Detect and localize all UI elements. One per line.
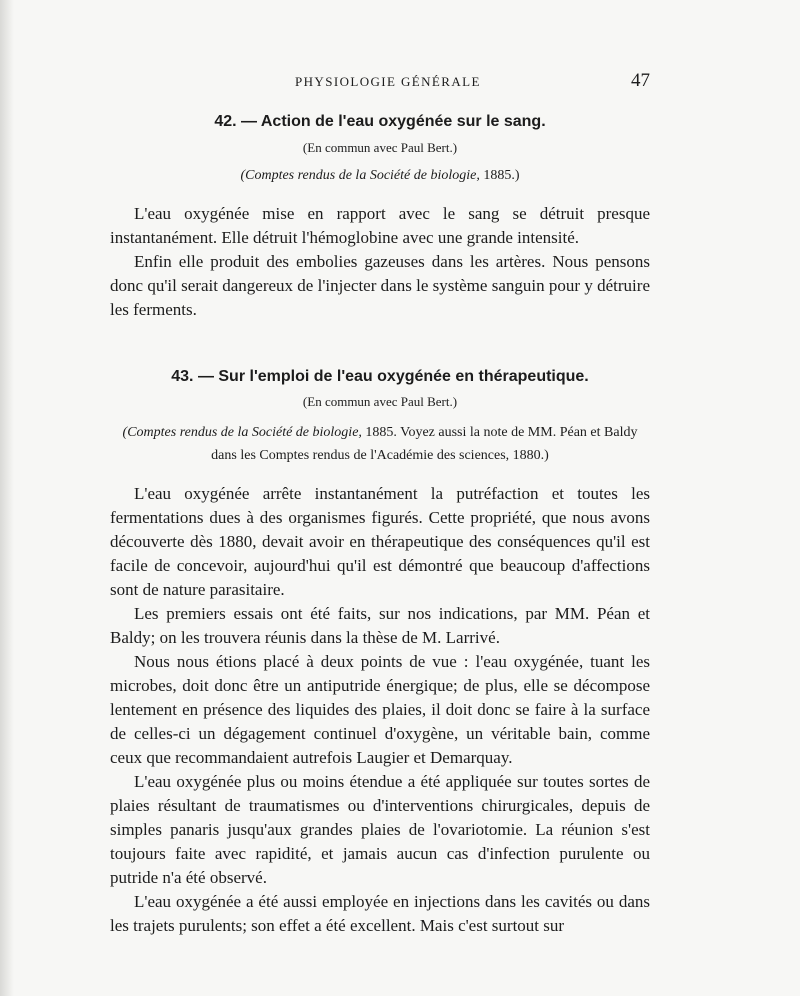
page-shadow-edge xyxy=(0,0,14,996)
section-42-reference xyxy=(110,164,650,187)
section-43-reference-line-1 xyxy=(110,421,650,444)
section-43-reference-journal: (Comptes rendus de la Société de biologie, xyxy=(122,425,362,440)
section-42-title: 42. — Action de l'eau oxygénée sur le sang. xyxy=(214,113,546,130)
paragraph: Les premiers essais ont été faits, sur nos indications, par MM. Péan et Baldy; on les trouvera réunis dans la thèse de M. Larrivé. xyxy=(110,604,650,647)
paragraph: Enfin elle produit des embolies gazeuses dans les artères. Nous pensons donc qu'il serait dangereux de l'injecter dans le système sanguin pour y détruire les ferments. xyxy=(110,252,650,319)
paragraph: L'eau oxygénée plus ou moins étendue a été appliquée sur toutes sortes de plaies résultant de traumatismes ou d'interventions chirurgicales, depuis de simples panaris jusqu'aux grandes plaies de l'ovariotomie. La réunion s'est toujours faite avec rapidité, et jamais aucun cas d'infection purulente ou putride n'a été observé. xyxy=(110,772,650,887)
section-43-reference xyxy=(110,421,650,467)
paragraph: L'eau oxygénée a été aussi employée en injections dans les cavités ou dans les trajets purulents; son effet a été excellent. Mais c'est surtout sur xyxy=(110,892,650,935)
running-header xyxy=(110,72,650,94)
section-43-body xyxy=(110,482,650,938)
paragraph: L'eau oxygénée arrête instantanément la putréfaction et toutes les fermentations dues à des organismes figurés. Cette propriété, que nous avons découverte dès 1880, devait avoir en thérapeutique des conséquences qu'il est facile de concevoir, aujourd'hui qu'il est démontré que beaucoup d'affections sont de nature parasitaire. xyxy=(110,484,650,599)
section-42-reference-year: 1885.) xyxy=(479,168,520,183)
section-42-reference-journal: (Comptes rendus de la Société de biologie, xyxy=(240,168,480,183)
section-42-body xyxy=(110,202,650,322)
paragraph: L'eau oxygénée mise en rapport avec le sang se détruit presque instantanément. Elle détruit l'hémoglobine avec une grande intensité. xyxy=(110,204,650,247)
section-43-reference-rest: 1885. Voyez aussi la note de MM. Péan et Baldy xyxy=(361,425,638,440)
section-43-reference-line-2: dans les Comptes rendus de l'Académie des sciences, 1880.) xyxy=(211,448,549,463)
section-42-collaboration: (En commun avec Paul Bert.) xyxy=(302,140,458,155)
page-number: 47 xyxy=(631,70,650,91)
section-43-collaboration: (En commun avec Paul Bert.) xyxy=(302,394,458,409)
running-title: PHYSIOLOGIE GÉNÉRALE xyxy=(295,74,481,89)
paragraph: Nous nous étions placé à deux points de vue : l'eau oxygénée, tuant les microbes, doit donc être un antiputride énergique; de plus, elle se décompose lentement en présence des liquides des plaies, il doit donc se faire à la surface de celles-ci un dégagement continuel d'oxygène, un véritable bain, comme ceux que recommandaient autrefois Laugier et Demarquay. xyxy=(110,652,650,767)
section-43-title: 43. — Sur l'emploi de l'eau oxygénée en thérapeutique. xyxy=(171,368,589,385)
